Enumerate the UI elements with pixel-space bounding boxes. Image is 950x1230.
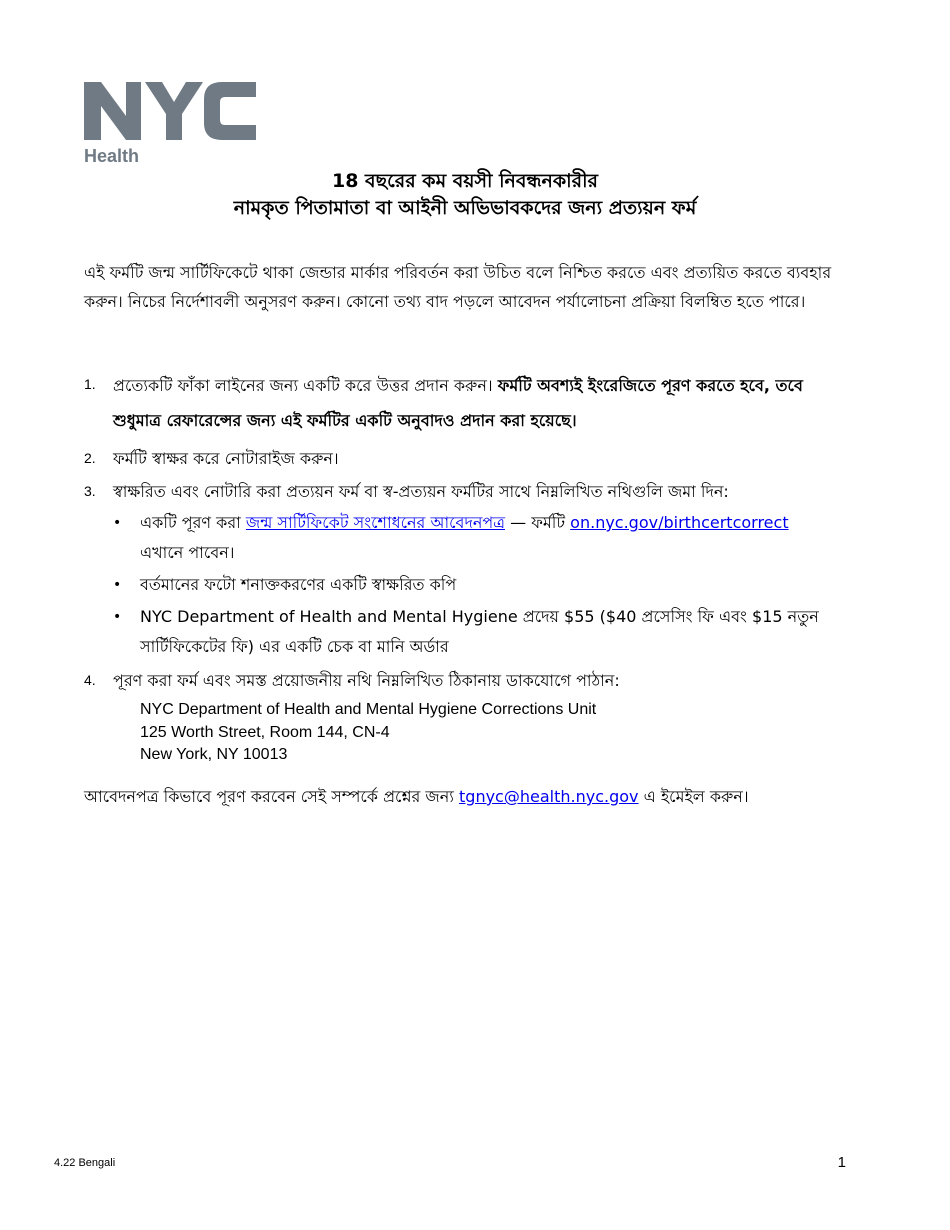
page-number: 1 (837, 1154, 846, 1171)
bullet: • (113, 577, 122, 593)
address-line: 125 Worth Street, Room 144, CN-4 (140, 723, 390, 741)
email-link[interactable]: tgnyc@health.nyc.gov (459, 787, 639, 806)
contact-line: আবেদনপত্র কিভাবে পূরণ করবেন সেই সম্পর্কে প্রশ্নের জন্য tgnyc@health.nyc.gov এ ইমেইল করুন। (84, 787, 749, 806)
step-number: 4. (84, 672, 96, 688)
intro-paragraph: এই ফর্মটি জন্ম সার্টিফিকেটে থাকা জেন্ডার মার্কার পরিবর্তন করা উচিত বলে নিশ্চিত করতে এবং প্রত্যয়িত করতে ব্যবহার করুন। নিচের নির্দেশাবলী অনুসরণ করুন। কোনো তথ্য বাদ পড়লে আবেদন পর্যালোচনা প্রক্রিয়া বিলম্বিত হতে পারে। (84, 263, 832, 311)
health-wordmark: Health (84, 146, 140, 166)
title-line-2: নামকৃত পিতামাতা বা আইনী অভিভাবকদের জন্য প্রত্যয়ন ফর্ম (233, 197, 697, 219)
instruction-list (84, 368, 854, 767)
bullet: • (113, 515, 122, 531)
step-number: 3. (84, 483, 96, 499)
form-version: 4.22 Bengali (54, 1157, 116, 1169)
nyc-health-logo (84, 82, 259, 167)
step-text: পূরণ করা ফর্ম এবং সমস্ত প্রয়োজনীয় নথি নিম্নলিখিত ঠিকানায় ডাকযোগে পাঠান: (113, 671, 620, 690)
step-bold-note: ফর্মটি অবশ্যই ইংরেজিতে পূরণ করতে হবে, তবে শুধুমাত্র রেফারেন্সের জন্য এই ফর্মটির একটি অনুবাদও প্রদান করা হয়েছে। (113, 376, 803, 430)
correction-application-link[interactable]: জন্ম সার্টিফিকেট সংশোধনের আবেদনপত্র (245, 513, 506, 532)
step-text: স্বাক্ষরিত এবং নোটারি করা প্রত্যয়ন ফর্ম বা স্ব-প্রত্যয়ন ফর্মটির সাথে নিম্নলিখিত নথিগুলি জমা দিন: (113, 482, 729, 501)
list-item: • একটি পূরণ করা জন্ম সার্টিফিকেট সংশোধনের আবেদনপত্র — ফর্মটি on.nyc.gov/birthcertcorrect এখানে পাবেন। (113, 508, 854, 568)
address-line: NYC Department of Health and Mental Hygiene Corrections Unit (140, 701, 597, 718)
step-2 (84, 444, 854, 473)
list-item: • NYC Department of Health and Mental Hygiene প্রদেয় $55 ($40 প্রসেসিং ফি এবং $15 নতুন সার্টিফিকেটের ফি) এর একটি চেক বা মানি অর্ডার (113, 602, 854, 662)
address-line: New York, NY 10013 (140, 746, 288, 763)
step-4 (84, 666, 854, 695)
form-title (84, 168, 846, 222)
step-number: 2. (84, 450, 96, 466)
nyc-logo-graphic (84, 82, 259, 167)
step-3 (84, 477, 854, 662)
bullet: • (113, 609, 122, 625)
mailing-address (84, 699, 854, 767)
svg-text:™: ™ (252, 84, 257, 90)
required-documents-list (113, 508, 854, 662)
step-number: 1. (84, 376, 96, 392)
birthcertcorrect-url-link[interactable]: on.nyc.gov/birthcertcorrect (570, 513, 789, 532)
step-text: ফর্মটি স্বাক্ষর করে নোটারাইজ করুন। (113, 449, 339, 468)
step-1 (84, 368, 854, 438)
title-line-1: 18 বছরের কম বয়সী নিবন্ধনকারীর (331, 170, 598, 192)
list-item: • বর্তমানের ফটো শনাক্তকরণের একটি স্বাক্ষরিত কপি (113, 570, 854, 600)
step-text: প্রত্যেকটি ফাঁকা লাইনের জন্য একটি করে উত্তর প্রদান করুন। (113, 376, 493, 395)
